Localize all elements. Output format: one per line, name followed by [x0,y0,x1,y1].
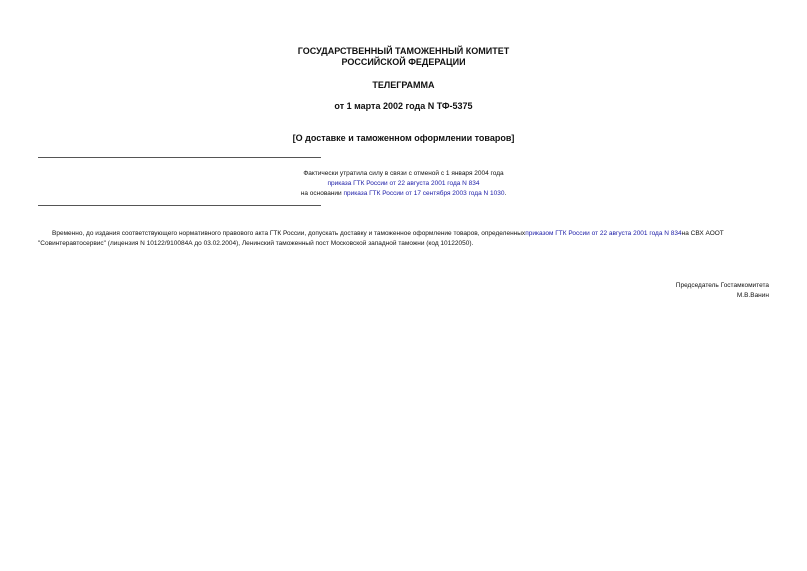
status-note-suffix: . [504,190,507,197]
status-note [0,169,807,199]
body-paragraph [38,229,770,249]
header-line-1: ГОСУДАРСТВЕННЫЙ ТАМОЖЕННЫЙ КОМИТЕТ [297,46,510,56]
divider-top [38,157,321,158]
status-note-line-1: Фактически утратила силу в связи с отменой с 1 января 2004 года [303,170,504,177]
status-note-prefix: на основании [300,190,344,197]
body-text-part-1: Временно, до издания соответствующего нормативного правового акта ГТК России, допускать доставку и таможенное оформление товаров, определенных [52,230,526,237]
signature-name: М.В.Ванин [736,292,769,299]
header-line-2: РОССИЙСКОЙ ФЕДЕРАЦИИ [341,57,466,67]
document-title: [О доставке и таможенном оформлении товаров] [292,133,515,143]
divider-bottom [38,205,321,206]
body-link-order-834[interactable]: приказом ГТК России от 22 августа 2001 года N 834 [525,230,682,237]
document-date-number: от 1 марта 2002 года N ТФ-5375 [334,101,473,111]
status-note-link-order-834[interactable]: приказа ГТК России от 22 августа 2001 года N 834 [327,180,480,187]
document-header [0,46,807,68]
body-text-part-2: на СВХ АООТ "Совинтеравтосервис" (лицензия N 10122/910084А до 03.02.2004), Ленинский таможенный пост Московской западной таможни (код 10122050). [38,230,724,247]
signature-block [676,281,769,301]
document-type: ТЕЛЕГРАММА [372,80,435,90]
status-note-link-order-1030[interactable]: приказа ГТК России от 17 сентября 2003 года N 1030 [343,190,505,197]
signature-position: Председатель Гостамкомитета [675,282,769,289]
